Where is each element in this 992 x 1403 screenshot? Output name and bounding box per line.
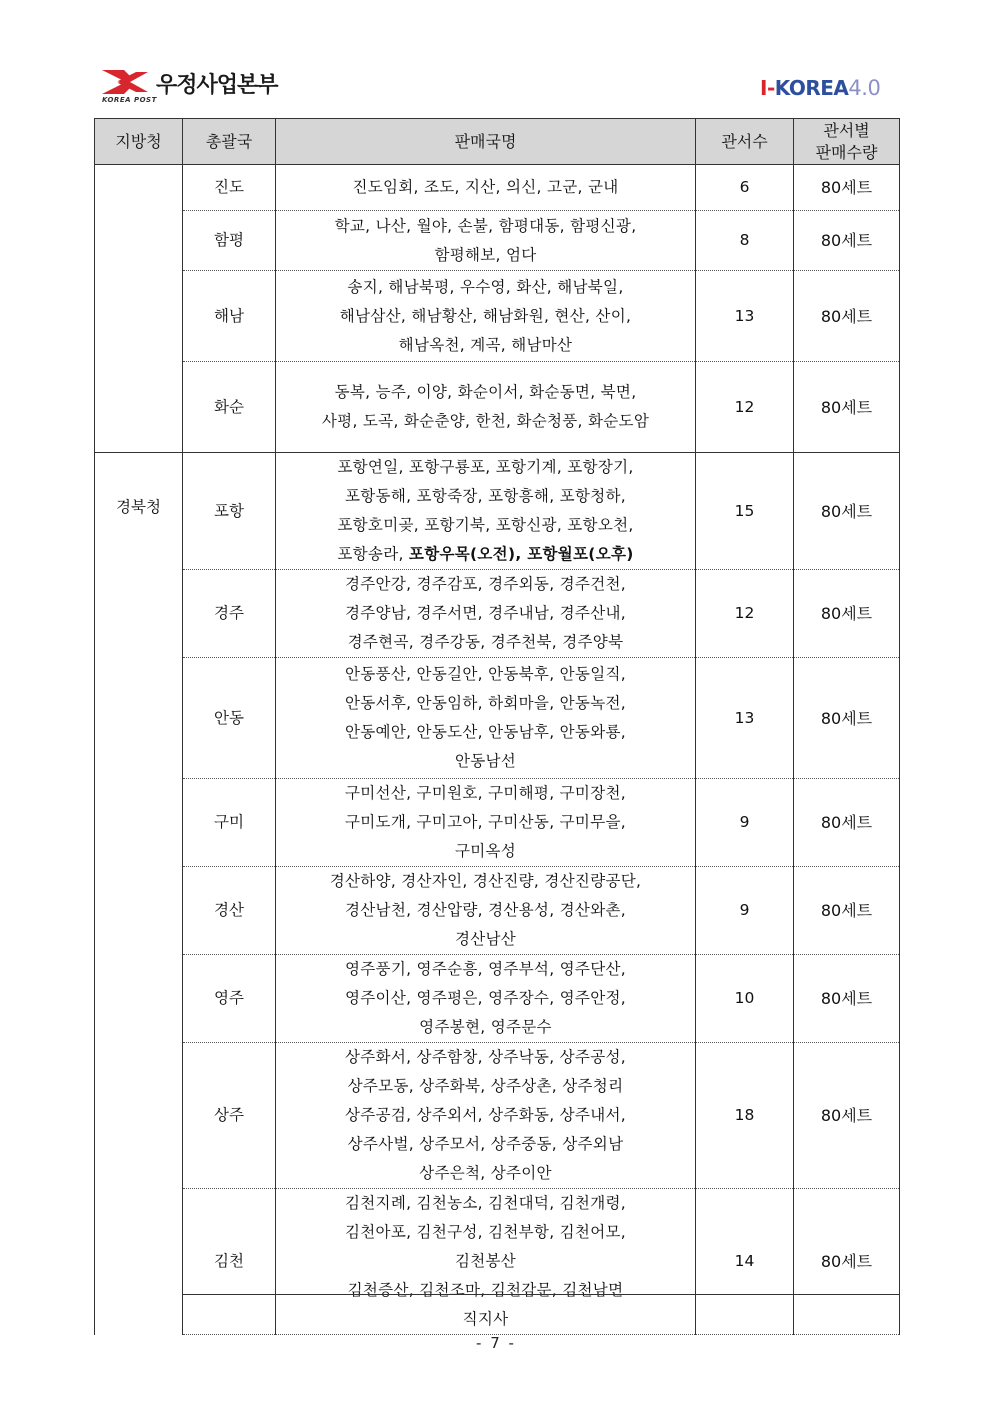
office-names-line: 함평해보, 엄다 [434, 245, 537, 264]
table-row [95, 271, 900, 362]
office-names-cell [276, 658, 696, 779]
hq-cell: 김천 [183, 1189, 276, 1335]
office-names-cell [276, 1189, 696, 1335]
office-names-line: 구미도개, 구미고아, 구미산동, 구미무을, [345, 813, 626, 831]
office-names-cell [276, 779, 696, 867]
korea-post-logo [100, 66, 300, 106]
office-names-line: 경산하양, 경산자인, 경산진량, 경산진량공단, [329, 872, 642, 890]
region-cell [95, 165, 183, 453]
table-row [95, 955, 900, 1043]
hq-cell: 상주 [183, 1043, 276, 1189]
office-names-line: 김천아포, 김천구성, 김천부항, 김천어모, [345, 1223, 626, 1241]
office-names-cell [276, 271, 696, 362]
i-korea-logo [760, 76, 880, 104]
org-name: 우정사업본부 [156, 73, 278, 98]
hq-cell: 경산 [183, 867, 276, 955]
hq-cell: 해남 [183, 271, 276, 362]
office-names-cell [276, 955, 696, 1043]
office-names-line: 경주안강, 경주감포, 경주외동, 경주건천, [345, 575, 626, 593]
table-row [95, 658, 900, 779]
table-row [95, 165, 900, 211]
office-names-cell [276, 570, 696, 658]
table-bottom-rule [182, 1294, 899, 1295]
header-hq: 총괄국 [183, 119, 276, 165]
table-row [95, 211, 900, 271]
office-names-line: 영주풍기, 영주순흥, 영주부석, 영주단산, [345, 960, 626, 978]
org-sub: KOREA POST [102, 96, 157, 104]
header-qty-line2: 판매수량 [815, 142, 878, 162]
korea-post-emblem-icon [100, 68, 150, 96]
office-names-line: 사평, 도곡, 화순춘양, 한천, 화순청풍, 화순도암 [321, 412, 650, 430]
brand-version: 4.0 [848, 76, 881, 100]
office-names-line: 직지사 [462, 1310, 509, 1328]
office-names-line: 포항동해, 포항죽장, 포항흥해, 포항청하, [345, 487, 626, 505]
sales-qty-cell: 80세트 [794, 867, 900, 955]
hq-cell: 함평 [183, 211, 276, 271]
office-names-bold: 포항우목(오전), 포항월포(오후) [408, 545, 634, 563]
sales-qty-cell: 80세트 [794, 362, 900, 453]
office-names-cell [276, 867, 696, 955]
office-count-cell: 12 [696, 362, 794, 453]
brand-i: I- [760, 76, 775, 100]
sales-qty-cell: 80세트 [794, 211, 900, 271]
office-names-line: 상주사벌, 상주모서, 상주중동, 상주외남 [347, 1135, 624, 1153]
office-names-line: 안동남선 [454, 752, 517, 770]
office-count-cell: 10 [696, 955, 794, 1043]
office-names-line: 안동예안, 안동도산, 안동남후, 안동와룡, [345, 723, 626, 741]
office-names-line: 해남삼산, 해남황산, 해남화원, 현산, 산이, [339, 306, 632, 325]
office-names-line: 동복, 능주, 이양, 화순이서, 화순동면, 북면, [334, 383, 637, 401]
office-count-cell: 13 [696, 271, 794, 362]
table-row [95, 570, 900, 658]
office-names-line: 해남옥천, 계곡, 해남마산 [398, 335, 573, 354]
office-names-line: 김천지례, 김천농소, 김천대덕, 김천개령, [345, 1194, 626, 1212]
office-names-line: 포항연일, 포항구룡포, 포항기계, 포항장기, [337, 458, 634, 476]
hq-cell: 영주 [183, 955, 276, 1043]
sales-qty-cell: 80세트 [794, 1189, 900, 1335]
office-count-cell: 15 [696, 453, 794, 570]
table-row [95, 453, 900, 570]
table-row [95, 1189, 900, 1335]
office-names-line: 상주공검, 상주외서, 상주화동, 상주내서, [345, 1106, 626, 1124]
office-names-line: 구미옥성 [454, 842, 517, 860]
office-names-cell [276, 165, 696, 211]
office-count-cell: 18 [696, 1043, 794, 1189]
brand-korea: KOREA [774, 76, 849, 100]
office-count-cell: 9 [696, 779, 794, 867]
office-names-cell [276, 211, 696, 271]
office-names-line: 상주모동, 상주화북, 상주상촌, 상주청리 [347, 1077, 624, 1095]
office-names-line: 상주은척, 상주이안 [419, 1164, 552, 1182]
office-names-line: 송지, 해남북평, 우수영, 화산, 해남북일, [347, 277, 624, 296]
office-names-line: 구미선산, 구미원호, 구미해평, 구미장천, [345, 784, 626, 802]
office-names-line: 안동풍산, 안동길안, 안동북후, 안동일직, [345, 665, 626, 683]
header-count: 관서수 [696, 119, 794, 165]
sales-qty-cell: 80세트 [794, 955, 900, 1043]
office-count-cell: 12 [696, 570, 794, 658]
office-names-line: 영주봉현, 영주문수 [419, 1018, 552, 1036]
region-cell: 경북청 [95, 453, 183, 1335]
office-names-line: 상주화서, 상주함창, 상주낙동, 상주공성, [345, 1048, 626, 1066]
office-count-cell: 13 [696, 658, 794, 779]
office-count-cell: 6 [696, 165, 794, 211]
hq-cell: 경주 [183, 570, 276, 658]
sales-qty-cell: 80세트 [794, 779, 900, 867]
table-row [95, 1043, 900, 1189]
office-names-cell [276, 362, 696, 453]
sales-table [94, 118, 900, 1335]
office-count-cell: 9 [696, 867, 794, 955]
office-names-line: 진도임회, 조도, 지산, 의신, 고군, 군내 [352, 178, 619, 196]
sales-qty-cell: 80세트 [794, 570, 900, 658]
office-names-cell [276, 453, 696, 570]
page-number: - 7 - [476, 1334, 516, 1352]
office-count-cell: 14 [696, 1189, 794, 1335]
office-names-line: 경주현곡, 경주강동, 경주천북, 경주양북 [347, 633, 624, 651]
office-names-line: 경주양남, 경주서면, 경주내남, 경주산내, [345, 604, 626, 622]
hq-cell: 안동 [183, 658, 276, 779]
table-header-row [95, 119, 900, 165]
header-region: 지방청 [95, 119, 183, 165]
header-qty-line1: 관서별 [823, 120, 870, 140]
office-names-line: 안동서후, 안동임하, 하회마을, 안동녹전, [345, 694, 626, 712]
office-names-line: 경산남산 [454, 930, 517, 948]
header-offices: 판매국명 [276, 119, 696, 165]
sales-qty-cell: 80세트 [794, 453, 900, 570]
office-count-cell: 8 [696, 211, 794, 271]
sales-qty-cell: 80세트 [794, 271, 900, 362]
office-names-line: 경산남천, 경산압량, 경산용성, 경산와촌, [345, 901, 626, 919]
hq-cell: 포항 [183, 453, 276, 570]
hq-cell: 화순 [183, 362, 276, 453]
office-names-line: 영주이산, 영주평은, 영주장수, 영주안정, [345, 989, 626, 1007]
sales-qty-cell: 80세트 [794, 1043, 900, 1189]
hq-cell: 진도 [183, 165, 276, 211]
table-row [95, 362, 900, 453]
office-names-plain: 포항송라, [337, 545, 409, 563]
table-body [95, 165, 900, 1335]
header-qty [794, 119, 900, 165]
table-row [95, 867, 900, 955]
hq-cell: 구미 [183, 779, 276, 867]
office-names-line: 김천봉산 [454, 1252, 517, 1270]
table-row [95, 779, 900, 867]
office-names-cell [276, 1043, 696, 1189]
sales-qty-cell: 80세트 [794, 165, 900, 211]
office-names-line: 포항호미곶, 포항기북, 포항신광, 포항오천, [337, 516, 634, 534]
office-names-line: 김천증산, 김천조마, 김천감문, 김천남면 [347, 1281, 624, 1299]
office-names-line [276, 540, 695, 569]
office-names-line: 학교, 나산, 월야, 손불, 함평대동, 함평신광, [334, 216, 637, 235]
sales-qty-cell: 80세트 [794, 658, 900, 779]
